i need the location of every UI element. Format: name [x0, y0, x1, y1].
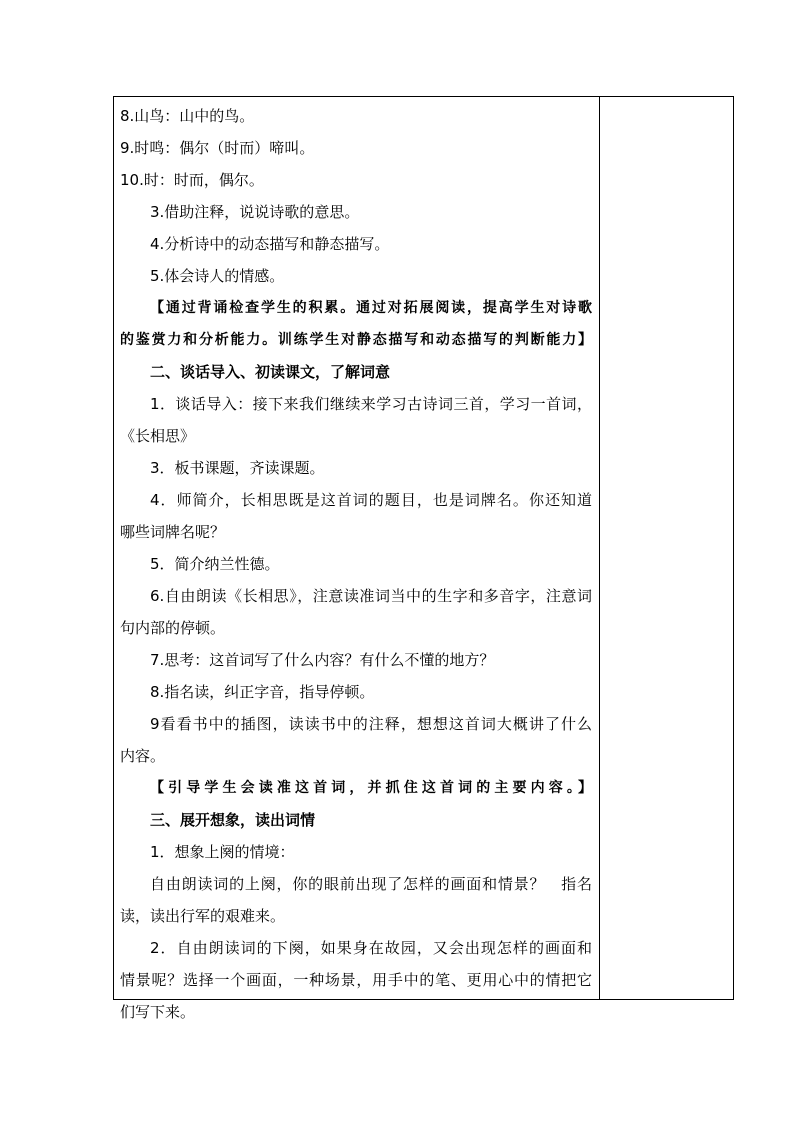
text-line: 10.时：时而，偶尔。 [120, 171, 264, 189]
section-heading: 二、谈话导入、初读课文，了解词意 [150, 363, 391, 381]
text-line: 内容。 [120, 747, 166, 765]
text-line: 3．板书课题，齐读课题。 [150, 459, 325, 477]
text-line: 自由朗读词的上阕，你的眼前出现了怎样的画面和情景？ 指名 [150, 875, 592, 893]
lesson-content [120, 100, 592, 1028]
text-line: 们写下来。 [120, 1003, 196, 1021]
design-note-line: 的鉴赏力和分析能力。训练学生对静态描写和动态描写的判断能力】 [120, 332, 592, 348]
text-line: 《长相思》 [120, 427, 196, 445]
text-line: 5．简介纳兰性德。 [150, 555, 280, 573]
text-line: 哪些词牌名呢？ [120, 523, 226, 541]
design-note-line: 【通过背诵检查学生的积累。通过对拓展阅读，提高学生对诗歌 [150, 300, 592, 316]
text-line: 读，读出行军的艰难来。 [120, 907, 286, 925]
text-line: 8.指名读，纠正字音，指导停顿。 [150, 683, 375, 701]
design-note-line: 【引导学生会读准这首词，并抓住这首词的主要内容。】 [150, 780, 592, 796]
text-line: 3.借助注释，说说诗歌的意思。 [150, 203, 360, 221]
notes-cell [600, 97, 733, 999]
text-line: 5.体会诗人的情感。 [150, 267, 285, 285]
text-line: 7.思考：这首词写了什么内容？有什么不懂的地方？ [150, 651, 495, 669]
lesson-table [113, 96, 734, 1021]
text-line: 2．自由朗读词的下阕，如果身在故园，又会出现怎样的画面和 [150, 939, 592, 957]
section-heading: 三、展开想象，读出词情 [150, 811, 316, 829]
text-line: 8.山鸟：山中的鸟。 [120, 107, 255, 125]
text-line: 4.分析诗中的动态描写和静态描写。 [150, 235, 390, 253]
text-line: 句内部的停顿。 [120, 619, 226, 637]
text-line: 1．想象上阕的情境： [150, 843, 295, 861]
content-cell [114, 97, 600, 1021]
text-line: 4．师简介，长相思既是这首词的题目，也是词牌名。你还知道 [150, 491, 592, 509]
text-line: 情景呢？选择一个画面，一种场景，用手中的笔、更用心中的情把它 [120, 971, 592, 989]
text-line: 1．谈话导入：接下来我们继续来学习古诗词三首，学习一首词， [150, 395, 592, 413]
text-line: 9.时鸣：偶尔（时而）啼叫。 [120, 139, 315, 157]
text-line: 6.自由朗读《长相思》，注意读准词当中的生字和多音字，注意词 [150, 587, 592, 605]
text-line: 9看看书中的插图，读读书中的注释，想想这首词大概讲了什么 [150, 715, 592, 733]
